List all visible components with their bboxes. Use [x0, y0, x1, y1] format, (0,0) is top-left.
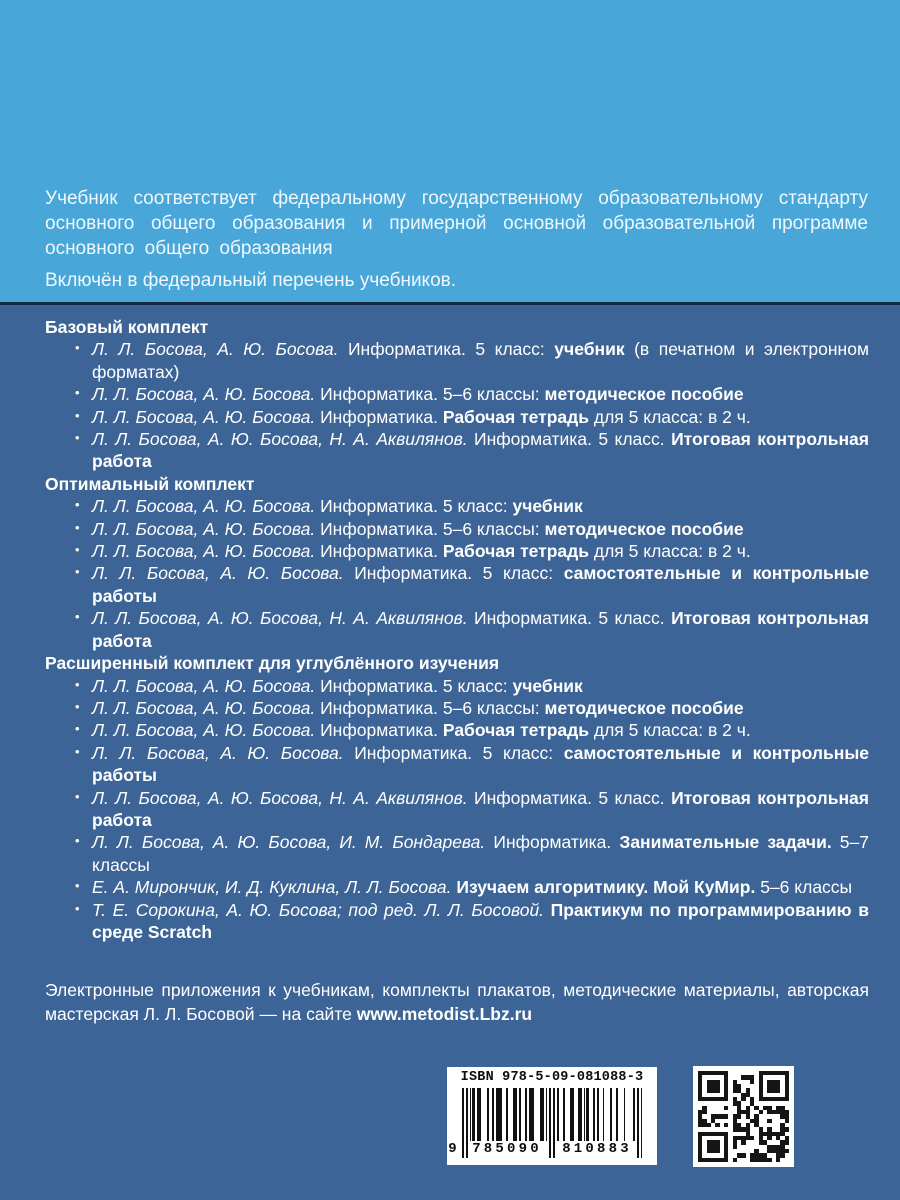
barcode-bar [637, 1088, 639, 1158]
barcode-bar [603, 1088, 605, 1141]
catalog-item [45, 518, 869, 540]
barcode-bar [563, 1088, 565, 1141]
barcode-bar [610, 1088, 612, 1141]
barcode-bar [549, 1088, 551, 1158]
bullet-icon: • [75, 900, 80, 916]
text-segment: методическое пособие [544, 697, 744, 718]
barcode-bar [616, 1088, 618, 1141]
text-segment: Информатика. 5–6 классы: [315, 384, 545, 405]
text-segment: Информатика. 5 класс. [467, 787, 672, 808]
text-segment: Рабочая тетрадь [442, 541, 590, 562]
text-segment: для 5 класса: в 2 ч. [589, 406, 751, 427]
catalog-item [45, 899, 869, 944]
text-segment: методическое пособие [544, 518, 744, 539]
catalog-item [45, 675, 869, 697]
catalog-item [45, 562, 869, 607]
text-segment: Л. Л. Босова, А. Ю. Босова. [92, 339, 339, 360]
text-segment: Рабочая тетрадь [442, 406, 590, 427]
text-segment: Занимательные задачи. [619, 832, 832, 853]
text-segment: Л. Л. Босова, А. Ю. Босова. [92, 720, 316, 741]
catalog-item [45, 719, 869, 741]
catalog-item [45, 831, 869, 876]
catalog-item [45, 697, 869, 719]
barcode-bar [532, 1088, 534, 1141]
barcode-bar [624, 1088, 626, 1141]
footer-note [45, 978, 869, 1026]
qr-module [785, 1158, 789, 1162]
bullet-icon: • [75, 385, 80, 401]
barcode-bar [500, 1088, 502, 1141]
barcode-bar [473, 1088, 475, 1141]
text-segment: Рабочая тетрадь [442, 720, 590, 741]
barcode-bar [515, 1088, 517, 1141]
bullet-icon: • [75, 878, 80, 894]
barcode-bar [587, 1088, 589, 1141]
section-heading: Базовый комплект [45, 317, 209, 337]
barcode-bar [597, 1088, 599, 1141]
bullet-icon: • [75, 833, 80, 849]
bullet-icon: • [75, 788, 80, 804]
text-segment: Практикум по программированию в среде Scratch [92, 899, 869, 942]
catalog-item [45, 742, 869, 787]
text-segment: Л. Л. Босова, А. Ю. Босова. [92, 518, 316, 539]
bullet-icon: • [75, 609, 80, 625]
bullet-icon: • [75, 340, 80, 356]
text-segment: Л. Л. Босова, А. Ю. Босова, Н. А. Аквилянов. [92, 787, 468, 808]
text-segment: Л. Л. Босова, А. Ю. Босова, Н. А. Аквилянов. [92, 429, 468, 450]
text-segment: Л. Л. Босова, А. Ю. Босова, И. М. Бондарева. [92, 832, 486, 853]
bullet-icon: • [75, 721, 80, 737]
barcode-bar [557, 1088, 559, 1141]
section-heading: Оптимальный комплект [45, 473, 255, 494]
text-segment: Итоговая контрольная работа [92, 429, 869, 472]
barcode-digit-group: 9 [448, 1141, 460, 1157]
text-segment [544, 900, 551, 920]
text-segment: Л. Л. Босова, А. Ю. Босова. [92, 563, 344, 584]
barcode-bar [487, 1088, 489, 1141]
book-kits-catalog [45, 316, 869, 943]
barcode-bar [479, 1088, 481, 1141]
catalog-item [45, 406, 869, 428]
catalog-item [45, 338, 869, 383]
bullet-icon: • [75, 407, 80, 423]
bullet-icon: • [75, 430, 80, 446]
text-segment: Информатика. [315, 541, 443, 562]
text-segment: Информатика. 5 класс: [343, 742, 564, 763]
barcode-bar [546, 1088, 548, 1141]
text-segment: Л. Л. Босова, А. Ю. Босова, Н. А. Аквилянов. [92, 608, 468, 629]
text-segment: самостоятельные и контрольные работы [92, 742, 869, 786]
barcode-bar [593, 1088, 595, 1141]
text-segment: Информатика. [315, 406, 443, 427]
barcode-bar [525, 1088, 527, 1141]
barcode-bar [580, 1088, 582, 1141]
text-segment: Т. Е. Сорокина, А. Ю. Босова; под ред. Л. Л. Босовой. [92, 899, 545, 920]
text-segment: Л. Л. Босова, А. Ю. Босова. [92, 697, 316, 718]
text-segment: Итоговая контрольная работа [92, 787, 869, 830]
text-segment: Л. Л. Босова, А. Ю. Босова. [92, 742, 344, 763]
text-segment: (в печатном и электронном форматах) [92, 339, 869, 382]
text-segment: Информатика. [485, 832, 620, 853]
bullet-icon: • [75, 519, 80, 535]
text-segment: для 5 класса: в 2 ч. [589, 720, 751, 741]
barcode-bar [462, 1088, 464, 1158]
standard-compliance-text: Учебник соответствует федеральному государственному образовательному стандарту основного общего образования и примерной основной образовательной программе основного общего образования [45, 188, 868, 259]
barcode-bar [633, 1088, 635, 1141]
text-segment: Электронные приложения к учебникам, комплекты плакатов, методические материалы, авторская мастерская Л. Л. Босовой — на сайте [45, 980, 869, 1024]
text-segment: Информатика. [315, 720, 443, 741]
text-segment: учебник [512, 675, 583, 696]
bullet-icon: • [75, 698, 80, 714]
text-segment: Информатика. 5–6 классы: [315, 518, 545, 539]
top-band [0, 0, 900, 302]
text-segment: 5–6 классы [755, 877, 853, 898]
band-divider [0, 302, 900, 305]
top-band-text [45, 186, 868, 293]
barcode-bar [519, 1088, 521, 1141]
text-segment: Е. А. Мирончик, И. Д. Куклина, Л. Л. Босова. [92, 877, 452, 898]
barcode-bar [641, 1088, 643, 1158]
text-segment: Л. Л. Босова, А. Ю. Босова. [92, 384, 316, 405]
text-segment: Л. Л. Босова, А. Ю. Босова. [92, 675, 316, 696]
text-segment: Информатика. 5 класс: [315, 496, 513, 517]
text-segment: Изучаем алгоритмику. Мой КуМир. [456, 877, 756, 898]
text-segment: Итоговая контрольная работа [92, 608, 869, 651]
text-segment: Информатика. 5 класс: [315, 675, 513, 696]
text-segment: Информатика. 5 класс: [343, 563, 564, 584]
text-segment: Информатика. 5 класс: [338, 339, 555, 360]
catalog-item [45, 876, 869, 898]
text-segment: Информатика. 5 класс. [467, 429, 672, 450]
qr-grid [698, 1071, 789, 1162]
barcode-digit-group: 810883 [562, 1141, 632, 1157]
barcode-bar [553, 1088, 555, 1158]
catalog-item [45, 383, 869, 405]
text-segment: Л. Л. Босова, А. Ю. Босова. [92, 496, 316, 517]
section-heading: Расширенный комплект для углублённого изучения [45, 653, 500, 674]
text-segment: Л. Л. Босова, А. Ю. Босова. [92, 541, 316, 562]
catalog-item [45, 428, 869, 473]
barcode-bar [542, 1088, 544, 1141]
text-segment: Информатика. 5 класс. [467, 608, 672, 629]
qr-code-icon [693, 1066, 794, 1167]
catalog-item [45, 540, 869, 562]
text-segment: методическое пособие [544, 384, 744, 405]
text-segment: самостоятельные и контрольные работы [92, 563, 869, 606]
barcode-digit-group: 785090 [472, 1141, 542, 1157]
catalog-item [45, 495, 869, 517]
text-segment: для 5 класса: в 2 ч. [589, 541, 751, 562]
text-segment: www.metodist.Lbz.ru [356, 1004, 533, 1024]
barcode-bar [572, 1088, 574, 1141]
text-segment: 5–7 классы [92, 832, 869, 875]
text-segment: учебник [512, 496, 583, 517]
bullet-icon: • [75, 743, 80, 759]
bullet-icon: • [75, 497, 80, 513]
text-segment: учебник [554, 339, 625, 360]
bullet-icon: • [75, 542, 80, 558]
federal-list-note: Включён в федеральный перечень учебников. [45, 270, 457, 291]
bullet-icon: • [75, 564, 80, 580]
catalog-item [45, 607, 869, 652]
barcode-bar [492, 1088, 494, 1141]
catalog-item [45, 787, 869, 832]
bullet-icon: • [75, 676, 80, 692]
text-segment: Л. Л. Босова, А. Ю. Босова. [92, 406, 316, 427]
barcode-bar [506, 1088, 508, 1141]
isbn-barcode [447, 1067, 657, 1165]
isbn-label: ISBN 978-5-09-081088-3 [460, 1070, 644, 1085]
text-segment: Информатика. 5–6 классы: [315, 697, 545, 718]
